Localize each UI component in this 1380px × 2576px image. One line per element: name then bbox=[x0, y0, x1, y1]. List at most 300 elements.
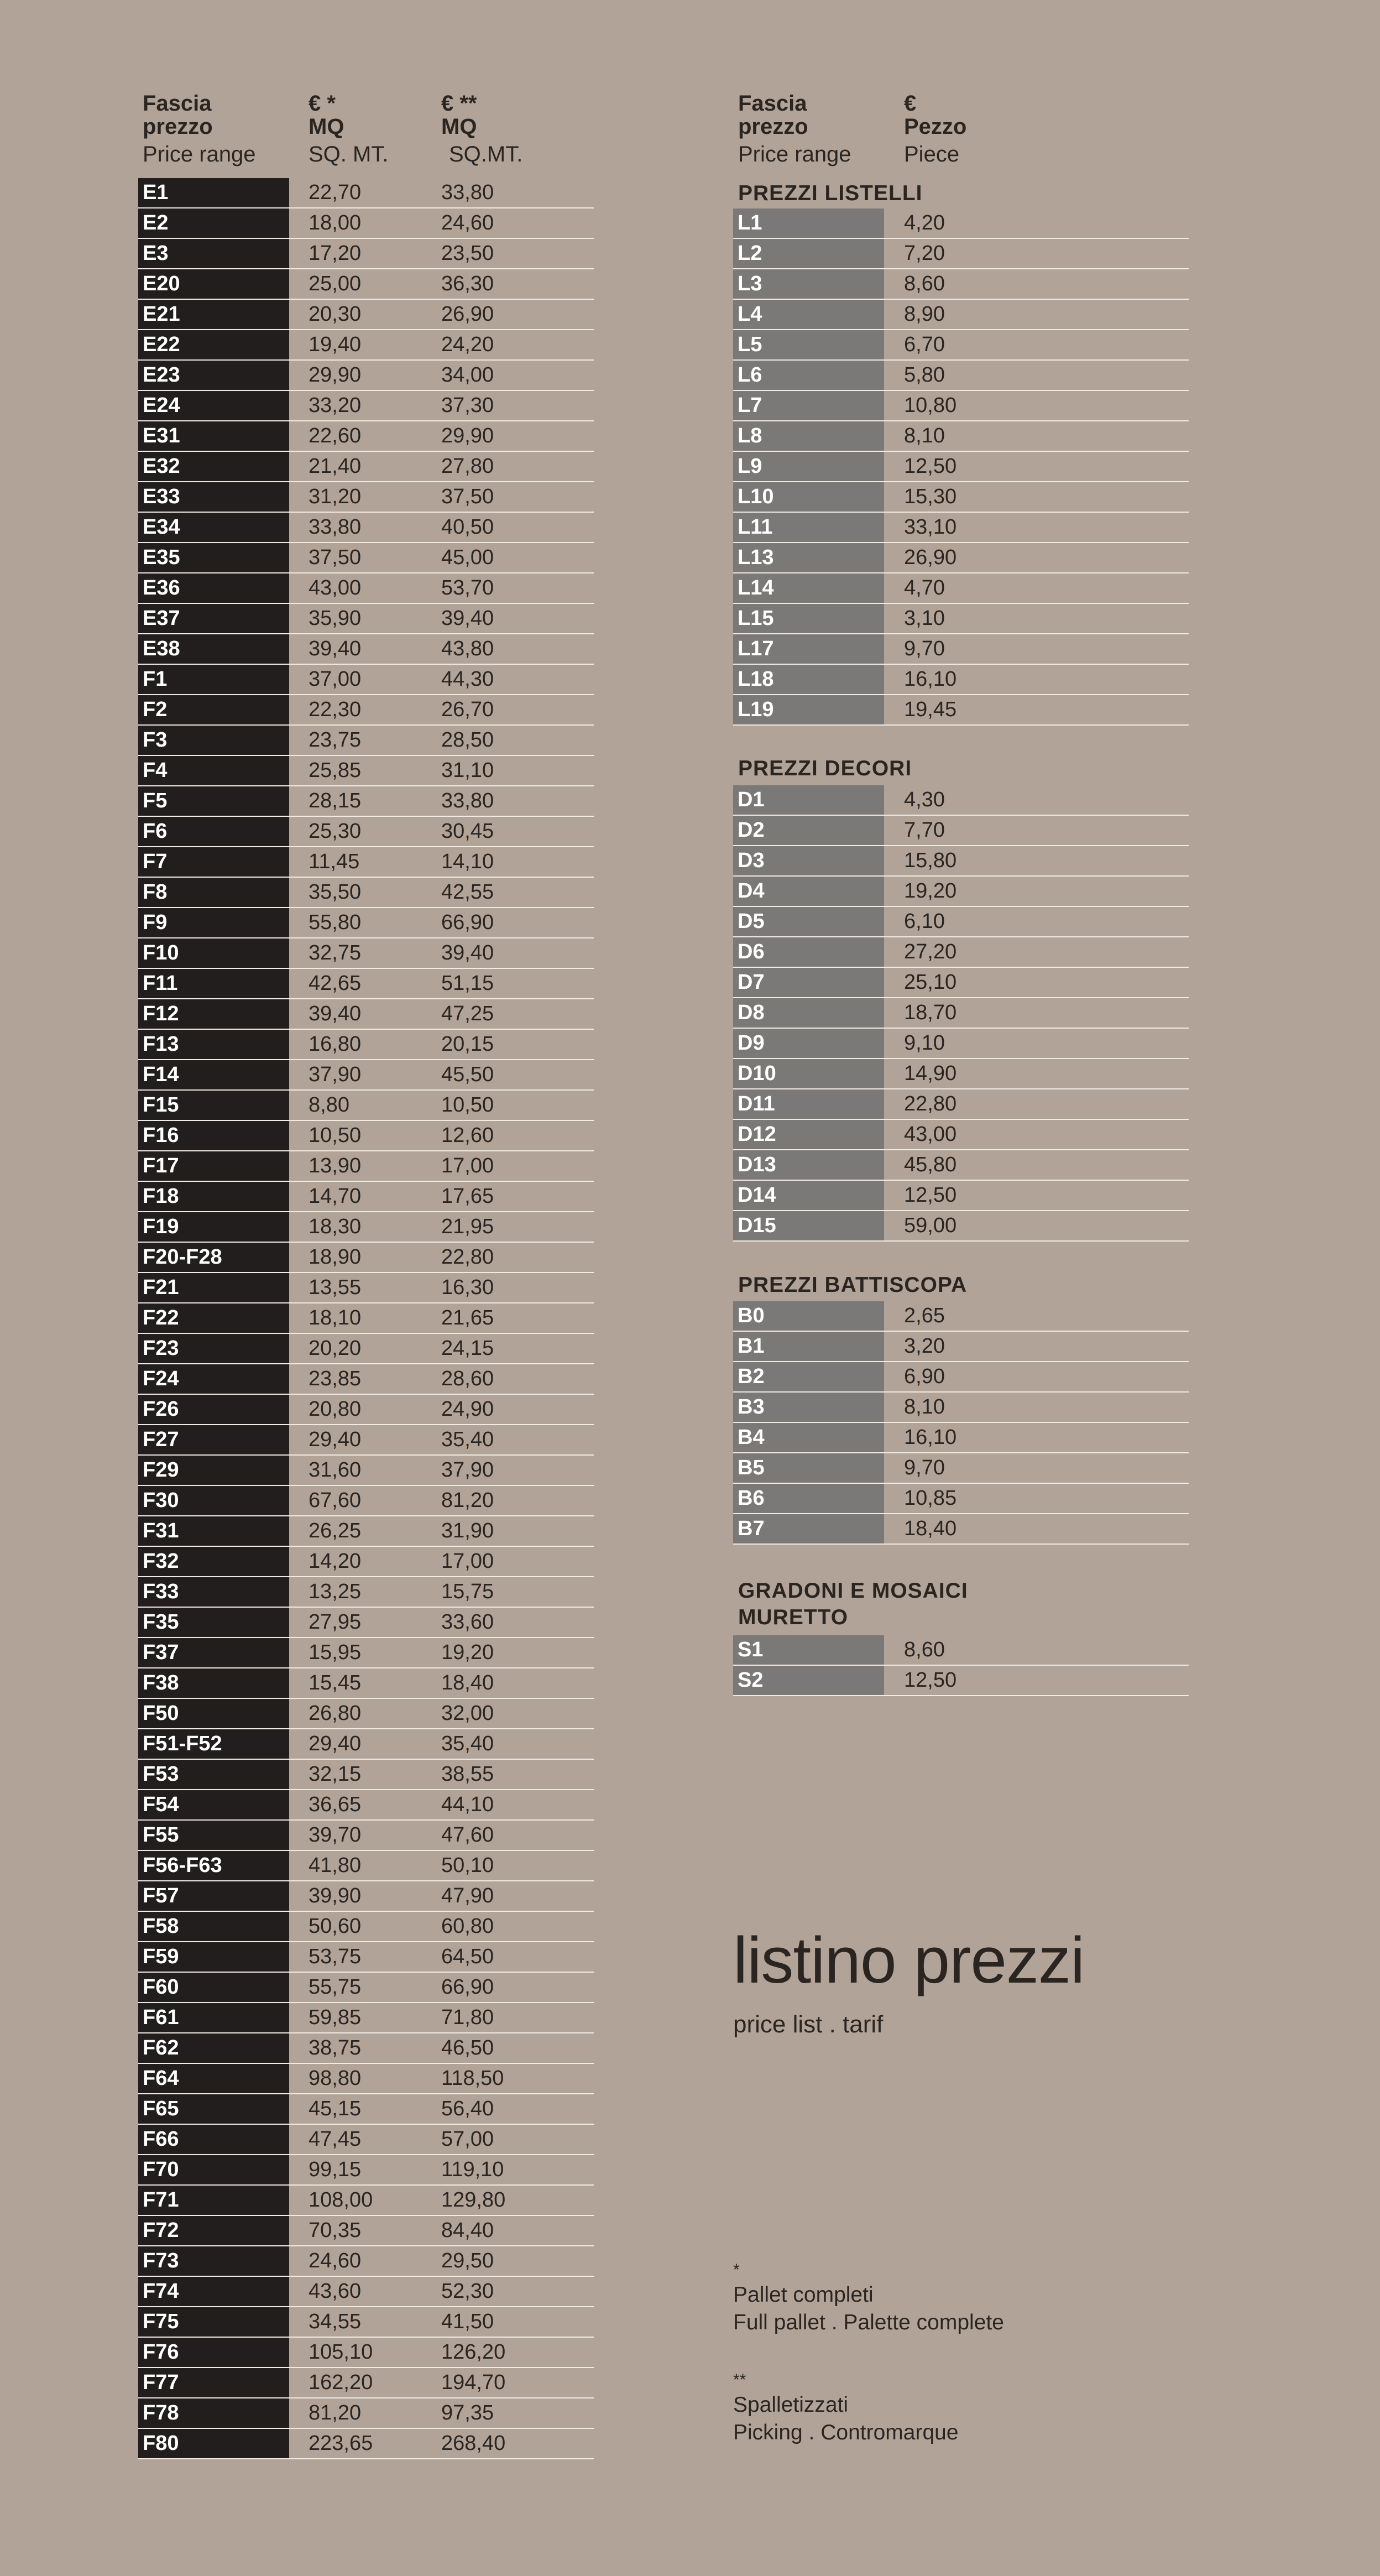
price-range-code: L9 bbox=[733, 452, 884, 481]
price-value: 42,55 bbox=[441, 880, 494, 904]
price-value: 56,40 bbox=[441, 2097, 494, 2120]
price-value: 19,20 bbox=[904, 879, 957, 903]
table-row bbox=[138, 543, 594, 573]
price-value: 8,10 bbox=[904, 1395, 945, 1419]
price-value: 25,85 bbox=[309, 759, 362, 782]
price-range-code: E33 bbox=[138, 482, 289, 512]
price-range-code: F11 bbox=[138, 969, 289, 998]
price-range-code: E24 bbox=[138, 391, 289, 420]
price-range-code: L10 bbox=[733, 482, 884, 512]
price-range-code: D8 bbox=[733, 998, 884, 1028]
price-range-code: L3 bbox=[733, 269, 884, 299]
price-value: 18,10 bbox=[309, 1306, 362, 1329]
price-value: 43,60 bbox=[309, 2280, 362, 2303]
price-range-code: F70 bbox=[138, 2155, 289, 2184]
price-value: 44,30 bbox=[441, 668, 494, 691]
price-value: 46,50 bbox=[441, 2036, 494, 2059]
section-title-decori: PREZZI DECORI bbox=[738, 757, 912, 780]
table-row bbox=[138, 330, 594, 361]
table-row bbox=[138, 1577, 594, 1608]
table-row bbox=[733, 513, 1189, 543]
left-header-fascia: Fascia bbox=[143, 91, 212, 116]
price-range-code: F6 bbox=[138, 817, 289, 846]
section-title-listelli: PREZZI LISTELLI bbox=[738, 181, 923, 205]
price-value: 45,50 bbox=[441, 1063, 494, 1086]
price-value: 15,75 bbox=[441, 1580, 494, 1603]
price-value: 50,10 bbox=[441, 1854, 494, 1877]
table-row bbox=[138, 2125, 594, 2155]
price-range-code: L6 bbox=[733, 361, 884, 390]
section-title-battiscopa: PREZZI BATTISCOPA bbox=[738, 1273, 968, 1297]
gradoni-table bbox=[733, 1635, 1189, 1696]
price-value: 4,70 bbox=[904, 576, 945, 599]
price-value: 28,60 bbox=[441, 1367, 494, 1390]
price-value: 55,80 bbox=[309, 911, 362, 934]
price-range-code: E32 bbox=[138, 452, 289, 481]
price-range-code: F14 bbox=[138, 1060, 289, 1089]
price-value: 43,00 bbox=[904, 1123, 957, 1146]
price-value: 98,80 bbox=[309, 2067, 362, 2090]
price-value: 33,10 bbox=[904, 515, 957, 539]
price-value: 20,15 bbox=[441, 1033, 494, 1056]
price-value: 126,20 bbox=[441, 2340, 506, 2364]
decori-table bbox=[733, 785, 1189, 1242]
price-range-code: E38 bbox=[138, 634, 289, 664]
table-row bbox=[733, 300, 1189, 330]
price-value: 10,50 bbox=[441, 1093, 494, 1117]
price-range-code: F59 bbox=[138, 1942, 289, 1972]
table-row bbox=[138, 269, 594, 300]
price-value: 39,40 bbox=[309, 1002, 362, 1025]
price-range-code: E2 bbox=[138, 208, 289, 238]
table-row bbox=[138, 452, 594, 482]
price-range-code: F4 bbox=[138, 756, 289, 785]
price-value: 26,70 bbox=[441, 698, 494, 721]
price-value: 44,10 bbox=[441, 1793, 494, 1816]
price-value: 14,70 bbox=[309, 1185, 362, 1208]
price-value: 39,90 bbox=[309, 1884, 362, 1907]
price-value: 97,35 bbox=[441, 2401, 494, 2424]
price-value: 16,10 bbox=[904, 1426, 957, 1449]
price-value: 37,90 bbox=[441, 1458, 494, 1482]
left-header-col2-euro: € * bbox=[309, 91, 336, 116]
price-range-code: F61 bbox=[138, 2003, 289, 2032]
price-value: 26,90 bbox=[904, 546, 957, 569]
left-header-col3-sqmt: SQ.MT. bbox=[449, 142, 523, 166]
table-row bbox=[733, 1666, 1189, 1696]
table-row bbox=[733, 1301, 1189, 1332]
price-value: 9,10 bbox=[904, 1031, 945, 1055]
price-value: 29,40 bbox=[309, 1428, 362, 1451]
table-row bbox=[733, 361, 1189, 391]
price-value: 24,60 bbox=[441, 211, 494, 234]
price-range-code: F22 bbox=[138, 1303, 289, 1333]
table-row bbox=[138, 1942, 594, 1973]
price-range-code: F13 bbox=[138, 1030, 289, 1059]
price-value: 12,60 bbox=[441, 1124, 494, 1147]
table-row bbox=[138, 817, 594, 847]
table-row bbox=[138, 2186, 594, 2216]
price-range-code: L7 bbox=[733, 391, 884, 420]
price-value: 37,50 bbox=[441, 485, 494, 508]
right-header-prezzo: prezzo bbox=[738, 114, 808, 139]
price-value: 10,85 bbox=[904, 1487, 957, 1510]
table-row bbox=[733, 1181, 1189, 1211]
price-value: 10,50 bbox=[309, 1124, 362, 1147]
price-value: 22,70 bbox=[309, 181, 362, 204]
price-value: 53,70 bbox=[441, 576, 494, 599]
price-value: 66,90 bbox=[441, 911, 494, 934]
price-value: 15,30 bbox=[904, 485, 957, 508]
price-value: 38,75 bbox=[309, 2036, 362, 2059]
table-row bbox=[138, 1121, 594, 1151]
price-value: 35,90 bbox=[309, 607, 362, 630]
price-value: 32,00 bbox=[441, 1702, 494, 1725]
battiscopa-table bbox=[733, 1301, 1189, 1545]
price-range-code: E1 bbox=[138, 178, 289, 207]
table-row bbox=[733, 1211, 1189, 1242]
price-value: 37,50 bbox=[309, 546, 362, 569]
price-value: 8,10 bbox=[904, 424, 945, 447]
table-row bbox=[138, 695, 594, 726]
table-row bbox=[733, 604, 1189, 634]
price-value: 7,20 bbox=[904, 242, 945, 265]
price-value: 3,10 bbox=[904, 607, 945, 630]
price-value: 39,70 bbox=[309, 1823, 362, 1847]
price-value: 10,80 bbox=[904, 394, 957, 417]
price-range-code: F7 bbox=[138, 847, 289, 877]
price-value: 39,40 bbox=[441, 607, 494, 630]
price-range-code: E31 bbox=[138, 421, 289, 451]
price-range-code: F3 bbox=[138, 726, 289, 755]
table-row bbox=[138, 391, 594, 421]
price-range-code: F60 bbox=[138, 1973, 289, 2002]
price-value: 71,80 bbox=[441, 2006, 494, 2029]
table-row bbox=[733, 1484, 1189, 1514]
price-range-code: F64 bbox=[138, 2064, 289, 2093]
table-row bbox=[733, 330, 1189, 361]
price-value: 67,60 bbox=[309, 1489, 362, 1512]
price-value: 8,60 bbox=[904, 1638, 945, 1661]
left-header-price-range-label: Price range bbox=[143, 142, 256, 166]
price-value: 12,50 bbox=[904, 1668, 957, 1692]
price-range-code: D11 bbox=[733, 1089, 884, 1119]
table-row bbox=[138, 726, 594, 756]
price-value: 47,90 bbox=[441, 1884, 494, 1907]
price-value: 15,80 bbox=[904, 849, 957, 872]
price-value: 18,70 bbox=[904, 1001, 957, 1024]
price-value: 15,45 bbox=[309, 1671, 362, 1694]
table-row bbox=[138, 2338, 594, 2368]
price-value: 24,20 bbox=[441, 333, 494, 356]
price-value: 18,30 bbox=[309, 1215, 362, 1238]
price-value: 31,10 bbox=[441, 759, 494, 782]
price-range-code: E22 bbox=[138, 330, 289, 359]
price-value: 8,60 bbox=[904, 272, 945, 295]
price-value: 24,60 bbox=[309, 2249, 362, 2272]
table-row bbox=[733, 1635, 1189, 1666]
table-row bbox=[138, 999, 594, 1030]
table-row bbox=[733, 1423, 1189, 1453]
price-range-code: D2 bbox=[733, 816, 884, 845]
price-value: 20,30 bbox=[309, 303, 362, 326]
table-row bbox=[733, 785, 1189, 816]
price-value: 47,45 bbox=[309, 2127, 362, 2151]
price-value: 6,10 bbox=[904, 910, 945, 933]
price-value: 27,20 bbox=[904, 940, 957, 963]
price-range-code: F20-F28 bbox=[138, 1243, 289, 1272]
price-value: 47,25 bbox=[441, 1002, 494, 1025]
price-value: 17,65 bbox=[441, 1185, 494, 1208]
price-value: 29,90 bbox=[441, 424, 494, 447]
table-row bbox=[733, 421, 1189, 452]
table-row bbox=[138, 421, 594, 452]
price-range-code: L18 bbox=[733, 665, 884, 694]
price-value: 14,20 bbox=[309, 1550, 362, 1573]
price-range-code: F26 bbox=[138, 1395, 289, 1424]
price-value: 13,55 bbox=[309, 1276, 362, 1299]
table-row bbox=[733, 452, 1189, 482]
price-value: 45,15 bbox=[309, 2097, 362, 2120]
price-value: 6,90 bbox=[904, 1365, 945, 1388]
table-row bbox=[138, 1151, 594, 1182]
table-row bbox=[733, 1059, 1189, 1089]
price-value: 21,95 bbox=[441, 1215, 494, 1238]
price-value: 35,50 bbox=[309, 880, 362, 904]
table-row bbox=[138, 361, 594, 391]
price-range-code: F15 bbox=[138, 1091, 289, 1120]
table-row bbox=[138, 908, 594, 938]
table-row bbox=[733, 937, 1189, 968]
table-row bbox=[138, 847, 594, 878]
left-header-prezzo: prezzo bbox=[143, 114, 213, 139]
table-row bbox=[138, 2429, 594, 2459]
price-value: 6,70 bbox=[904, 333, 945, 356]
price-value: 268,40 bbox=[441, 2432, 506, 2455]
price-value: 29,40 bbox=[309, 1732, 362, 1755]
price-value: 47,60 bbox=[441, 1823, 494, 1847]
price-value: 70,35 bbox=[309, 2219, 362, 2242]
right-header-col2 bbox=[904, 92, 966, 166]
price-range-code: L2 bbox=[733, 239, 884, 268]
table-row bbox=[138, 1212, 594, 1243]
price-range-code: D15 bbox=[733, 1211, 884, 1240]
price-range-code: F71 bbox=[138, 2186, 289, 2215]
price-value: 81,20 bbox=[441, 1489, 494, 1512]
table-row bbox=[138, 756, 594, 786]
price-value: 26,25 bbox=[309, 1519, 362, 1542]
price-range-code: L14 bbox=[733, 573, 884, 603]
price-range-code: F9 bbox=[138, 908, 289, 937]
price-range-code: D3 bbox=[733, 846, 884, 875]
price-value: 39,40 bbox=[441, 941, 494, 964]
price-value: 52,30 bbox=[441, 2280, 494, 2303]
price-value: 33,80 bbox=[441, 181, 494, 204]
price-range-code: L4 bbox=[733, 300, 884, 329]
price-value: 50,60 bbox=[309, 1915, 362, 1938]
table-row bbox=[138, 634, 594, 665]
price-value: 38,55 bbox=[441, 1762, 494, 1786]
price-value: 29,50 bbox=[441, 2249, 494, 2272]
price-value: 53,75 bbox=[309, 1945, 362, 1968]
price-range-code: F80 bbox=[138, 2429, 289, 2458]
table-row bbox=[138, 1060, 594, 1091]
price-value: 28,15 bbox=[309, 789, 362, 812]
table-row bbox=[138, 239, 594, 269]
price-range-code: F50 bbox=[138, 1699, 289, 1728]
table-row bbox=[733, 1332, 1189, 1362]
price-value: 35,40 bbox=[441, 1428, 494, 1451]
price-range-code: B5 bbox=[733, 1453, 884, 1483]
price-value: 64,50 bbox=[441, 1945, 494, 1968]
table-row bbox=[733, 998, 1189, 1029]
table-row bbox=[138, 2094, 594, 2125]
price-value: 84,40 bbox=[441, 2219, 494, 2242]
price-range-code: F23 bbox=[138, 1334, 289, 1363]
price-value: 27,95 bbox=[309, 1610, 362, 1634]
table-row bbox=[138, 1334, 594, 1364]
table-row bbox=[138, 1425, 594, 1456]
price-range-code: F21 bbox=[138, 1273, 289, 1302]
table-row bbox=[733, 1453, 1189, 1484]
price-value: 42,65 bbox=[309, 972, 362, 995]
price-range-code: F74 bbox=[138, 2277, 289, 2306]
price-range-code: F33 bbox=[138, 1577, 289, 1607]
price-range-code: F10 bbox=[138, 938, 289, 968]
price-range-code: F32 bbox=[138, 1547, 289, 1576]
price-range-code: F65 bbox=[138, 2094, 289, 2124]
table-row bbox=[733, 816, 1189, 846]
price-value: 41,80 bbox=[309, 1854, 362, 1877]
table-row bbox=[138, 2064, 594, 2094]
price-value: 9,70 bbox=[904, 1456, 945, 1479]
table-row bbox=[733, 573, 1189, 604]
table-row bbox=[138, 1486, 594, 1516]
price-range-code: F62 bbox=[138, 2033, 289, 2063]
price-range-code: F19 bbox=[138, 1212, 289, 1242]
table-row bbox=[733, 208, 1189, 239]
price-range-code: F30 bbox=[138, 1486, 289, 1515]
price-range-code: L8 bbox=[733, 421, 884, 451]
table-row bbox=[138, 1516, 594, 1547]
table-row bbox=[138, 1243, 594, 1273]
price-range-code: D6 bbox=[733, 937, 884, 967]
table-row bbox=[733, 968, 1189, 998]
left-header-col3-euro: € ** bbox=[441, 91, 477, 116]
price-value: 31,20 bbox=[309, 485, 362, 508]
price-range-code: D1 bbox=[733, 785, 884, 815]
table-row bbox=[138, 1456, 594, 1486]
price-range-code: F1 bbox=[138, 665, 289, 694]
price-value: 22,60 bbox=[309, 424, 362, 447]
price-value: 7,70 bbox=[904, 818, 945, 842]
price-value: 37,90 bbox=[309, 1063, 362, 1086]
price-range-code: E37 bbox=[138, 604, 289, 633]
price-value: 12,50 bbox=[904, 455, 957, 478]
table-row bbox=[733, 1120, 1189, 1150]
price-range-code: D5 bbox=[733, 907, 884, 936]
price-value: 25,30 bbox=[309, 820, 362, 843]
table-row bbox=[138, 2368, 594, 2398]
table-row bbox=[138, 1638, 594, 1668]
price-range-code: F17 bbox=[138, 1151, 289, 1181]
price-value: 17,00 bbox=[441, 1550, 494, 1573]
price-range-code: F55 bbox=[138, 1821, 289, 1850]
note-full-pallet-line2: Full pallet . Palette complete bbox=[733, 2311, 1004, 2334]
price-range-code: D13 bbox=[733, 1150, 884, 1180]
price-value: 81,20 bbox=[309, 2401, 362, 2424]
price-value: 18,40 bbox=[441, 1671, 494, 1694]
price-range-code: F56-F63 bbox=[138, 1851, 289, 1880]
price-value: 25,10 bbox=[904, 971, 957, 994]
price-value: 13,90 bbox=[309, 1154, 362, 1177]
table-row bbox=[733, 907, 1189, 937]
table-row bbox=[138, 2216, 594, 2246]
price-value: 22,80 bbox=[904, 1092, 957, 1115]
table-row bbox=[733, 1089, 1189, 1120]
price-value: 14,10 bbox=[441, 850, 494, 873]
table-row bbox=[138, 1881, 594, 1912]
price-value: 32,75 bbox=[309, 941, 362, 964]
table-row bbox=[138, 1547, 594, 1577]
price-range-code: L13 bbox=[733, 543, 884, 572]
table-row bbox=[138, 1699, 594, 1729]
price-range-code: F37 bbox=[138, 1638, 289, 1667]
table-row bbox=[733, 1029, 1189, 1059]
price-range-code: F77 bbox=[138, 2368, 289, 2397]
price-value: 19,45 bbox=[904, 698, 957, 721]
price-range-code: D12 bbox=[733, 1120, 884, 1149]
price-range-code: F29 bbox=[138, 1456, 289, 1485]
price-value: 15,95 bbox=[309, 1641, 362, 1664]
listelli-table bbox=[733, 208, 1189, 726]
price-value: 59,85 bbox=[309, 2006, 362, 2029]
table-row bbox=[138, 573, 594, 604]
price-range-code: F78 bbox=[138, 2398, 289, 2428]
table-row bbox=[138, 1912, 594, 1942]
price-range-code: F54 bbox=[138, 1790, 289, 1819]
price-range-code: D4 bbox=[733, 877, 884, 906]
price-value: 19,20 bbox=[441, 1641, 494, 1664]
price-range-code: D14 bbox=[733, 1181, 884, 1210]
table-row bbox=[138, 1364, 594, 1395]
price-range-code: E35 bbox=[138, 543, 289, 572]
price-value: 119,10 bbox=[441, 2158, 504, 2181]
price-range-code: F31 bbox=[138, 1516, 289, 1546]
price-value: 16,10 bbox=[904, 668, 957, 691]
price-range-code: E34 bbox=[138, 513, 289, 542]
table-row bbox=[138, 1091, 594, 1121]
table-row bbox=[138, 604, 594, 634]
price-value: 18,90 bbox=[309, 1245, 362, 1269]
price-value: 31,60 bbox=[309, 1458, 362, 1482]
left-header-col3 bbox=[441, 92, 522, 166]
price-value: 60,80 bbox=[441, 1915, 494, 1938]
note-marker-single: * bbox=[733, 2261, 740, 2279]
price-value: 39,40 bbox=[309, 637, 362, 660]
table-row bbox=[138, 1608, 594, 1638]
right-header-fascia: Fascia bbox=[738, 91, 807, 116]
price-value: 30,45 bbox=[441, 820, 494, 843]
note-picking-line2: Picking . Contromarque bbox=[733, 2421, 959, 2444]
page-subtitle: price list . tarif bbox=[733, 2011, 884, 2038]
table-row bbox=[733, 269, 1189, 300]
price-value: 66,90 bbox=[441, 1975, 494, 1999]
price-value: 4,20 bbox=[904, 211, 945, 234]
price-range-code: F2 bbox=[138, 695, 289, 724]
right-header-col2-piece: Piece bbox=[904, 142, 960, 166]
table-row bbox=[138, 969, 594, 999]
